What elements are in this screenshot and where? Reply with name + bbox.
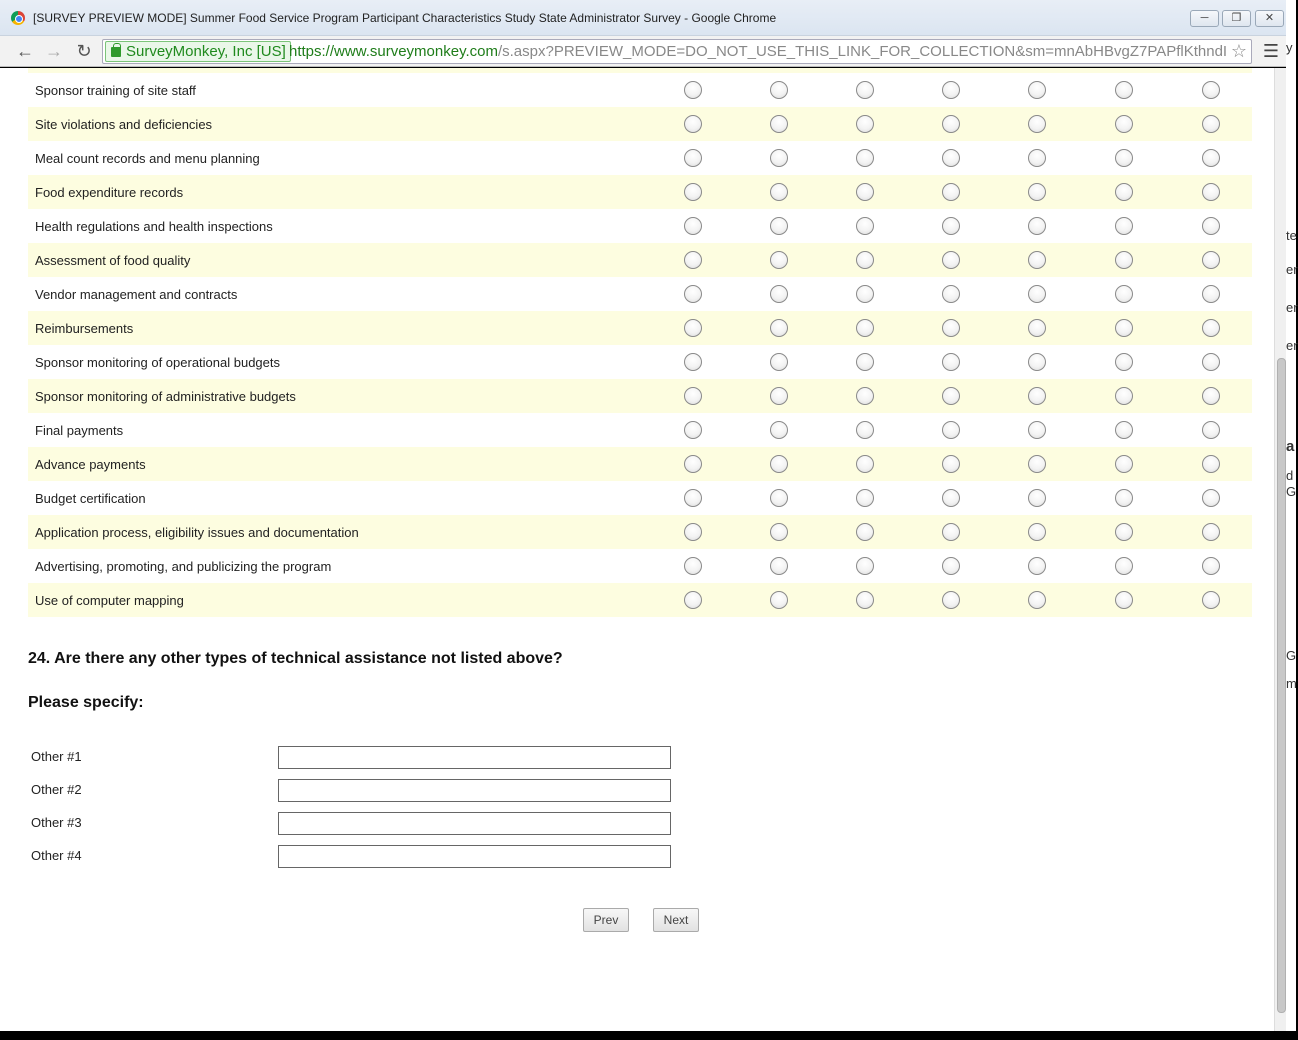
radio-button[interactable]	[1115, 319, 1133, 337]
radio-button[interactable]	[1202, 591, 1220, 609]
prev-button[interactable]: Prev	[583, 908, 629, 932]
background-text-fragment: d	[1286, 468, 1294, 483]
radio-button[interactable]	[942, 81, 960, 99]
radio-button[interactable]	[856, 591, 874, 609]
radio-button[interactable]	[1028, 251, 1046, 269]
matrix-row	[28, 583, 1252, 617]
radio-button[interactable]	[770, 319, 788, 337]
lock-icon	[111, 47, 121, 57]
background-text-fragment: er	[1286, 262, 1298, 277]
radio-button[interactable]	[1202, 421, 1220, 439]
menu-icon[interactable]: ☰	[1262, 41, 1280, 61]
radio-button[interactable]	[770, 523, 788, 541]
url-scheme: https://	[289, 43, 335, 60]
back-arrow-icon[interactable]: ←	[16, 41, 34, 61]
radio-button[interactable]	[856, 81, 874, 99]
radio-button[interactable]	[1202, 251, 1220, 269]
background-text-fragment: te	[1286, 228, 1297, 243]
close-button[interactable]: ✕	[1255, 10, 1284, 27]
next-button[interactable]: Next	[653, 908, 699, 932]
radio-button[interactable]	[770, 455, 788, 473]
radio-button[interactable]	[684, 387, 702, 405]
radio-button[interactable]	[1115, 591, 1133, 609]
matrix-row	[28, 447, 1252, 481]
matrix-row	[28, 515, 1252, 549]
window-title: [SURVEY PREVIEW MODE] Summer Food Service Program Participant Characteristics Study State Administrator Survey - Google Chrome	[33, 11, 777, 25]
radio-button[interactable]	[856, 421, 874, 439]
background-text-fragment: G	[1286, 484, 1297, 499]
radio-button[interactable]	[684, 591, 702, 609]
radio-button[interactable]	[942, 523, 960, 541]
radio-button[interactable]	[942, 387, 960, 405]
radio-button[interactable]	[856, 489, 874, 507]
matrix-row-label: Budget certification	[35, 491, 146, 506]
matrix-row-label: Application process, eligibility issues and documentation	[35, 525, 359, 540]
other-label: Other #2	[31, 782, 82, 797]
radio-button[interactable]	[1115, 455, 1133, 473]
question-subtitle: Please specify:	[28, 694, 144, 711]
matrix-row-label: Sponsor monitoring of operational budgets	[35, 355, 280, 370]
radio-button[interactable]	[770, 149, 788, 167]
radio-button[interactable]	[942, 217, 960, 235]
radio-button[interactable]	[856, 455, 874, 473]
matrix-row-label: Advance payments	[35, 457, 146, 472]
radio-button[interactable]	[1202, 115, 1220, 133]
forward-arrow-icon[interactable]: →	[45, 41, 63, 61]
radio-button[interactable]	[770, 217, 788, 235]
radio-button[interactable]	[684, 183, 702, 201]
other-input-1[interactable]	[278, 746, 671, 769]
radio-button[interactable]	[1202, 557, 1220, 575]
matrix-row-label: Sponsor training of site staff	[35, 83, 196, 98]
radio-button[interactable]	[942, 455, 960, 473]
radio-button[interactable]	[856, 217, 874, 235]
radio-button[interactable]	[1202, 285, 1220, 303]
radio-button[interactable]	[684, 81, 702, 99]
radio-button[interactable]	[684, 115, 702, 133]
radio-button[interactable]	[684, 319, 702, 337]
radio-button[interactable]	[684, 353, 702, 371]
radio-button[interactable]	[770, 81, 788, 99]
matrix-row-label: Assessment of food quality	[35, 253, 191, 268]
matrix-row	[28, 549, 1252, 583]
radio-button[interactable]	[1028, 319, 1046, 337]
address-bar[interactable]	[102, 39, 1252, 64]
matrix-row	[28, 379, 1252, 413]
radio-button[interactable]	[684, 557, 702, 575]
radio-button[interactable]	[684, 285, 702, 303]
matrix-row-label: Reimbursements	[35, 321, 134, 336]
radio-button[interactable]	[684, 489, 702, 507]
matrix-row	[28, 311, 1252, 345]
radio-button[interactable]	[856, 353, 874, 371]
radio-button[interactable]	[1028, 353, 1046, 371]
radio-button[interactable]	[770, 353, 788, 371]
radio-button[interactable]	[856, 319, 874, 337]
radio-button[interactable]	[1115, 217, 1133, 235]
radio-button[interactable]	[1028, 455, 1046, 473]
scrollbar-thumb[interactable]	[1277, 358, 1286, 1013]
ev-label: SurveyMonkey, Inc [US]	[126, 43, 286, 60]
url-text[interactable]	[289, 43, 1227, 60]
matrix-row	[28, 413, 1252, 447]
radio-button[interactable]	[856, 523, 874, 541]
radio-button[interactable]	[942, 149, 960, 167]
url-path: /s.aspx?PREVIEW_MODE=DO_NOT_USE_THIS_LINK_FOR_COLLECTION&sm=mnAbHBvgZ7PAPflKthndI	[497, 43, 1228, 60]
radio-button[interactable]	[1115, 115, 1133, 133]
radio-button[interactable]	[684, 217, 702, 235]
radio-button[interactable]	[1028, 149, 1046, 167]
radio-button[interactable]	[1028, 421, 1046, 439]
radio-button[interactable]	[1115, 387, 1133, 405]
radio-button[interactable]	[684, 455, 702, 473]
reload-icon[interactable]: ↻	[76, 41, 92, 61]
radio-button[interactable]	[770, 115, 788, 133]
background-text-fragment: y	[1286, 40, 1293, 55]
radio-button[interactable]	[770, 557, 788, 575]
radio-button[interactable]	[1028, 285, 1046, 303]
radio-button[interactable]	[770, 387, 788, 405]
radio-button[interactable]	[1202, 217, 1220, 235]
background-text-fragment: m	[1286, 676, 1297, 691]
radio-button[interactable]	[1202, 353, 1220, 371]
radio-button[interactable]	[1115, 353, 1133, 371]
other-label: Other #4	[31, 848, 82, 863]
matrix-row	[28, 243, 1252, 277]
bookmark-star-icon[interactable]: ☆	[1230, 41, 1247, 61]
radio-button[interactable]	[1202, 523, 1220, 541]
radio-button[interactable]	[770, 489, 788, 507]
matrix-row-label: Meal count records and menu planning	[35, 151, 260, 166]
radio-button[interactable]	[1028, 523, 1046, 541]
radio-button[interactable]	[770, 421, 788, 439]
matrix-row	[28, 73, 1252, 107]
matrix-row-label: Health regulations and health inspections	[35, 219, 273, 234]
radio-button[interactable]	[1115, 183, 1133, 201]
radio-button[interactable]	[942, 557, 960, 575]
radio-button[interactable]	[1028, 183, 1046, 201]
other-label: Other #1	[31, 749, 82, 764]
matrix-row	[28, 277, 1252, 311]
radio-button[interactable]	[1028, 81, 1046, 99]
radio-button[interactable]	[856, 387, 874, 405]
radio-button[interactable]	[1202, 149, 1220, 167]
radio-button[interactable]	[684, 421, 702, 439]
minimize-button[interactable]: ─	[1190, 10, 1219, 27]
radio-button[interactable]	[942, 319, 960, 337]
radio-button[interactable]	[770, 591, 788, 609]
other-input-4[interactable]	[278, 845, 671, 868]
radio-button[interactable]	[856, 115, 874, 133]
background-text-fragment: a	[1286, 438, 1295, 455]
other-input-2[interactable]	[278, 779, 671, 802]
matrix-row-label: Sponsor monitoring of administrative budgets	[35, 389, 296, 404]
ev-certificate-badge[interactable]	[105, 41, 291, 62]
question-title: 24. Are there any other types of technical assistance not listed above?	[28, 650, 563, 667]
radio-button[interactable]	[1202, 183, 1220, 201]
matrix-row	[28, 141, 1252, 175]
radio-button[interactable]	[1202, 489, 1220, 507]
radio-button[interactable]	[1028, 217, 1046, 235]
radio-button[interactable]	[1115, 557, 1133, 575]
radio-button[interactable]	[1028, 115, 1046, 133]
chrome-logo-icon	[11, 11, 25, 25]
radio-button[interactable]	[942, 251, 960, 269]
matrix-row-label: Vendor management and contracts	[35, 287, 238, 302]
radio-button[interactable]	[1028, 489, 1046, 507]
radio-button[interactable]	[856, 251, 874, 269]
title-bar	[0, 0, 1288, 36]
radio-button[interactable]	[942, 285, 960, 303]
radio-button[interactable]	[684, 523, 702, 541]
radio-button[interactable]	[1028, 387, 1046, 405]
matrix-row-label: Use of computer mapping	[35, 593, 184, 608]
matrix-row-label: Advertising, promoting, and publicizing the program	[35, 559, 332, 574]
matrix-row	[28, 209, 1252, 243]
radio-button[interactable]	[1115, 149, 1133, 167]
radio-button[interactable]	[770, 251, 788, 269]
radio-button[interactable]	[1202, 81, 1220, 99]
restore-button[interactable]: ❐	[1222, 10, 1251, 27]
matrix-row-label: Site violations and deficiencies	[35, 117, 213, 132]
taskbar-edge	[0, 1031, 1296, 1040]
radio-button[interactable]	[942, 183, 960, 201]
background-text-fragment: er	[1286, 300, 1298, 315]
other-label: Other #3	[31, 815, 82, 830]
radio-button[interactable]	[856, 285, 874, 303]
matrix-row	[28, 107, 1252, 141]
radio-button[interactable]	[1115, 421, 1133, 439]
matrix-row-label: Final payments	[35, 423, 124, 438]
url-host: www.surveymonkey.com	[334, 43, 498, 60]
radio-button[interactable]	[1115, 523, 1133, 541]
radio-button[interactable]	[1115, 81, 1133, 99]
radio-button[interactable]	[684, 251, 702, 269]
matrix-row-label: Food expenditure records	[35, 185, 184, 200]
radio-button[interactable]	[1202, 387, 1220, 405]
radio-button[interactable]	[1115, 489, 1133, 507]
page-viewport	[0, 68, 1274, 1031]
radio-button[interactable]	[770, 285, 788, 303]
radio-button[interactable]	[856, 149, 874, 167]
background-text-fragment: er	[1286, 338, 1298, 353]
radio-button[interactable]	[1202, 455, 1220, 473]
matrix-row	[28, 481, 1252, 515]
browser-toolbar	[0, 36, 1288, 67]
radio-button[interactable]	[942, 421, 960, 439]
radio-button[interactable]	[1202, 319, 1220, 337]
radio-button[interactable]	[770, 183, 788, 201]
radio-button[interactable]	[684, 149, 702, 167]
matrix-row	[28, 175, 1252, 209]
radio-button[interactable]	[942, 489, 960, 507]
radio-button[interactable]	[856, 183, 874, 201]
radio-button[interactable]	[1115, 251, 1133, 269]
radio-button[interactable]	[856, 557, 874, 575]
radio-button[interactable]	[1115, 285, 1133, 303]
other-input-3[interactable]	[278, 812, 671, 835]
background-window	[1286, 0, 1296, 1040]
radio-button[interactable]	[942, 115, 960, 133]
radio-button[interactable]	[942, 353, 960, 371]
radio-button[interactable]	[942, 591, 960, 609]
matrix-row	[28, 345, 1252, 379]
radio-button[interactable]	[1028, 557, 1046, 575]
radio-button[interactable]	[1028, 591, 1046, 609]
background-text-fragment: G	[1286, 648, 1297, 663]
